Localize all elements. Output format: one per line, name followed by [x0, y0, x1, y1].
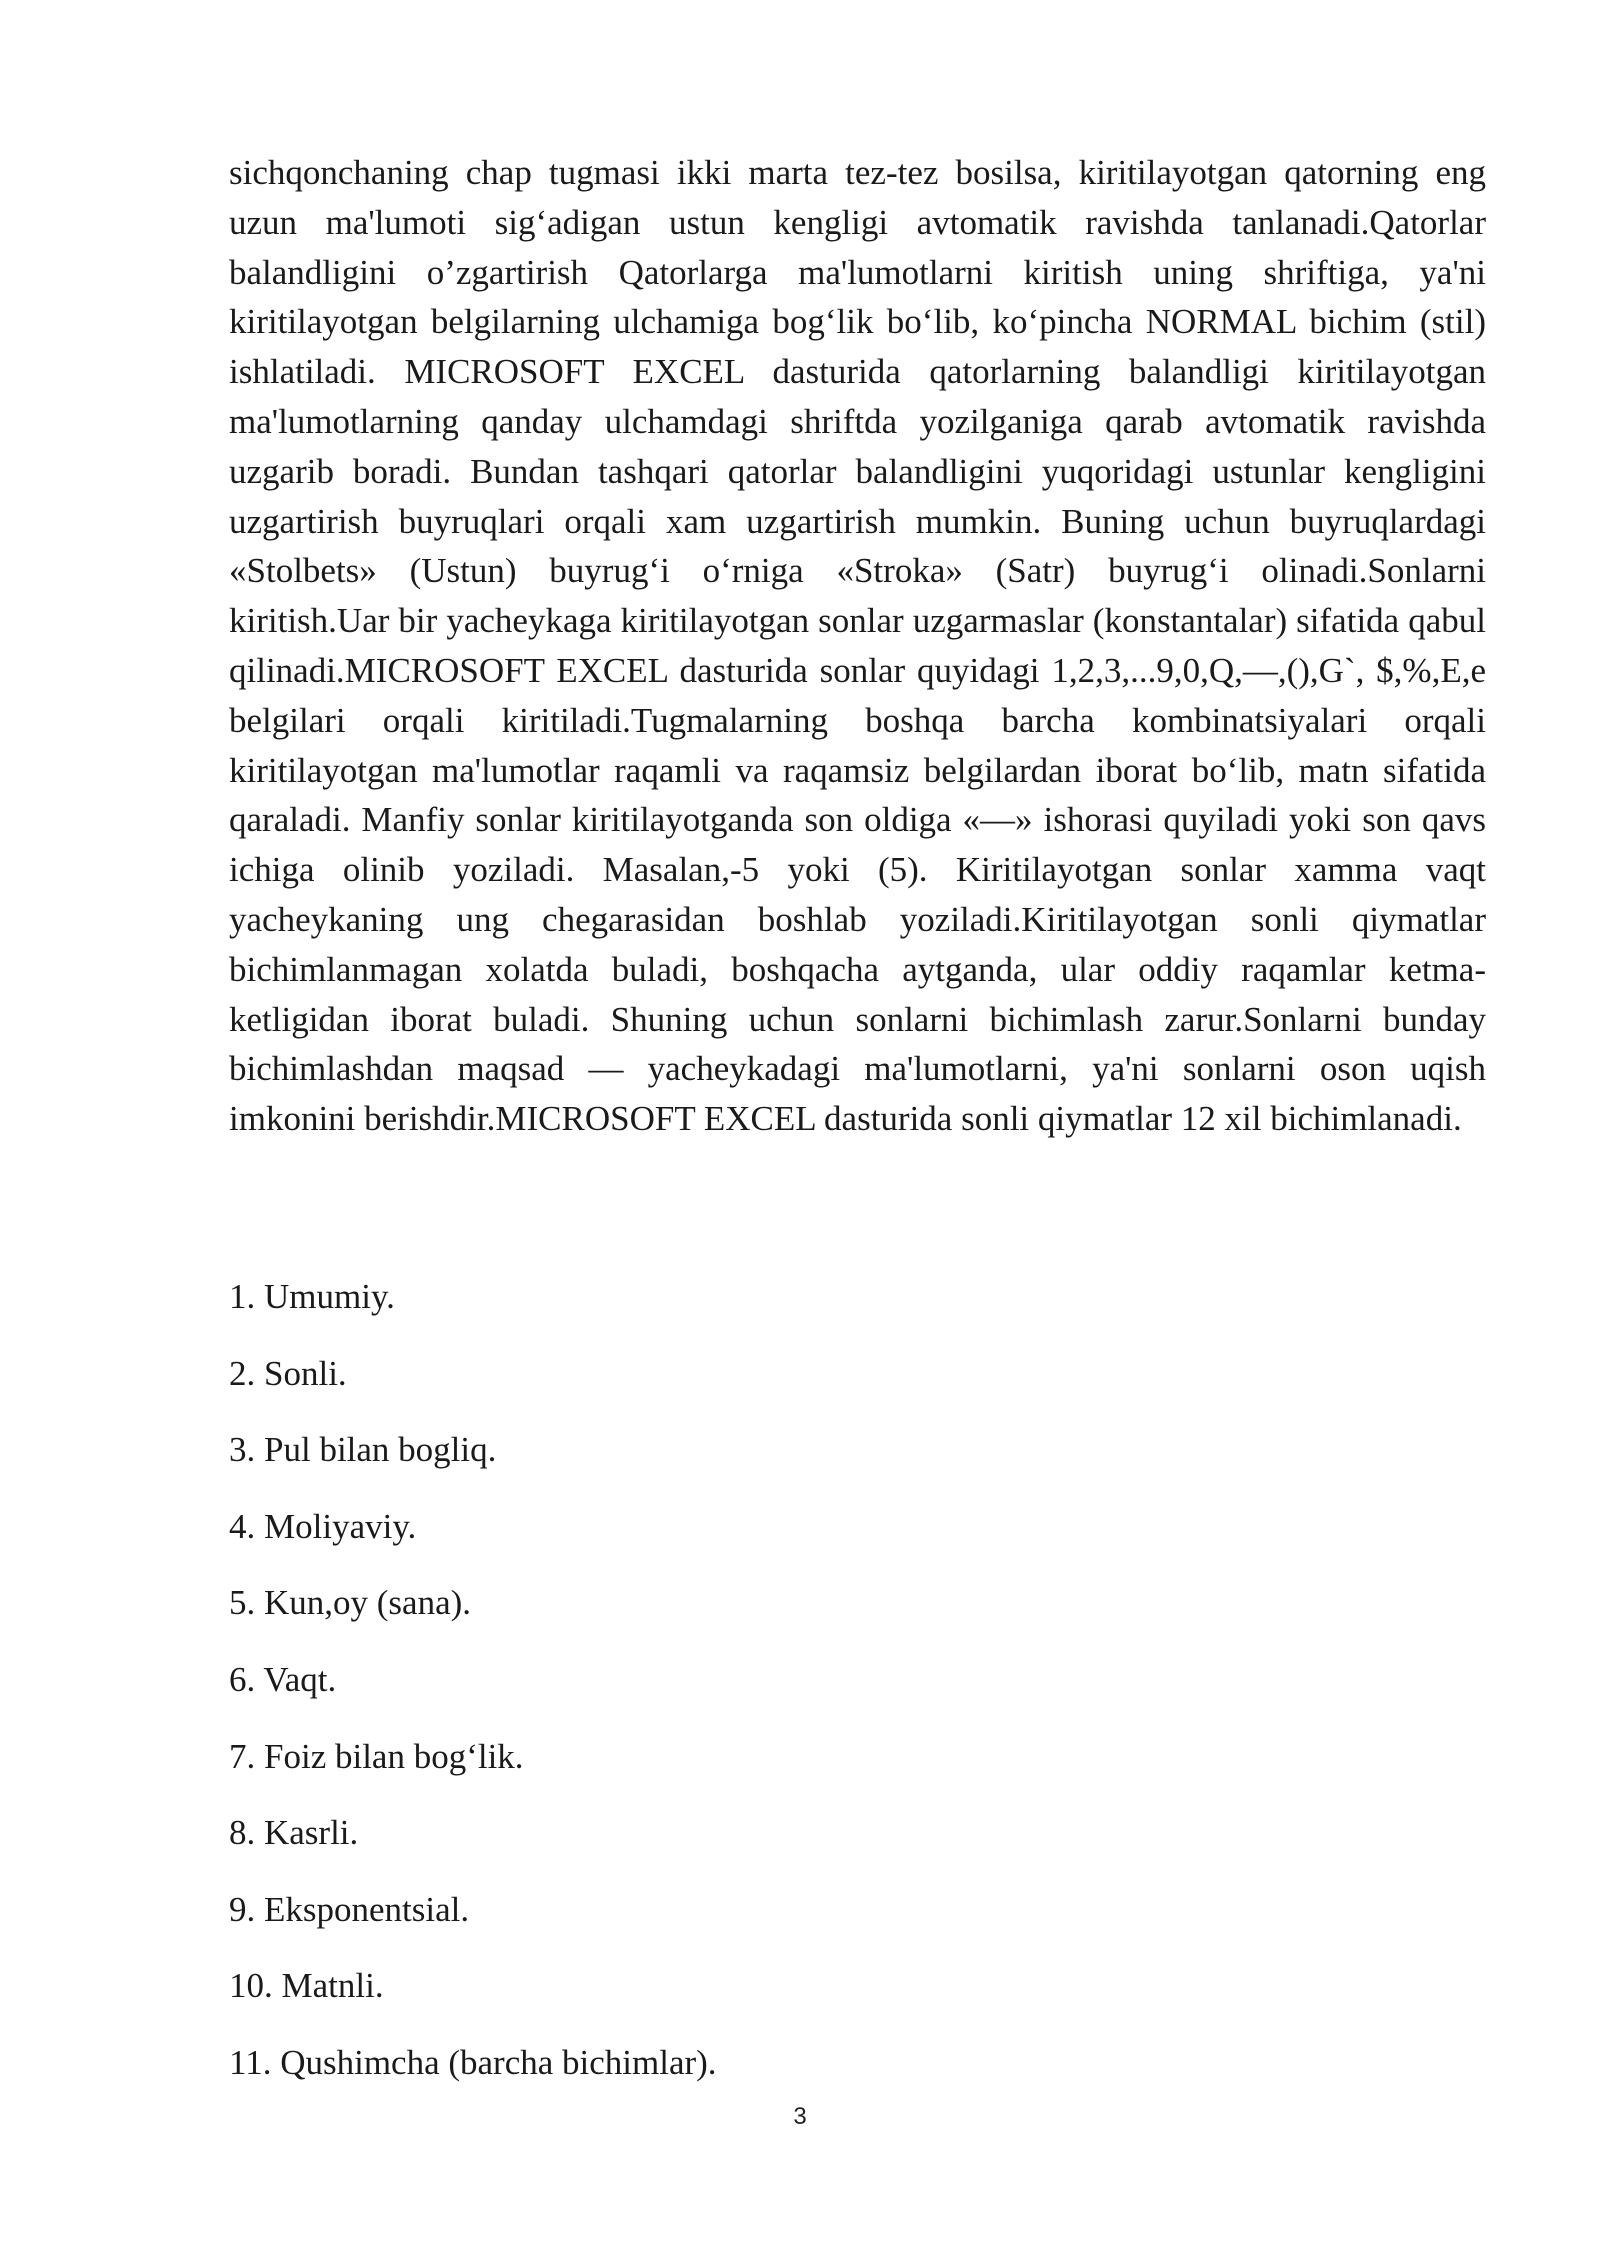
list-item: 10. Matnli.: [229, 1966, 384, 2006]
list-item: 3. Pul bilan bogliq.: [229, 1430, 497, 1470]
list-item: 9. Eksponentsial.: [229, 1889, 470, 1929]
page-number: 3: [793, 2103, 807, 2130]
format-list: [229, 1272, 1486, 2115]
body-paragraph: sichqonchaning chap tugmasi ikki marta tez-tez bosilsa, kiritilayotgan qatorning eng uzun ma'lumoti sig‘adigan ustun kengligi avtomatik ravishda tanlanadi.Qatorlar balandligini o’zgartirish Qatorlarga ma'lumotlarni kiritish uning shriftiga, ya'ni kiritilayotgan belgilarning ulchamiga bog‘lik bo‘lib, ko‘pincha NORMAL bichim (stil) ishlatiladi. MICROSOFT EXCEL dasturida qatorlarning balandligi kiritilayotgan ma'lumotlarning qanday ulchamdagi shriftda yozilganiga qarab avtomatik ravishda uzgarib boradi. Bundan tashqari qatorlar balandligini yuqoridagi ustunlar kengligini uzgartirish buyruqlari orqali xam uzgartirish mumkin. Buning uchun buyruqlardagi «Stolbets» (Ustun) buyrug‘i o‘rniga «Stroka» (Satr) buyrug‘i olinadi.Sonlarni kiritish.Uar bir yacheykaga kiritilayotgan sonlar uzgarmaslar (konstantalar) sifatida qabul qilinadi.MICROSOFT EXCEL dasturida sonlar quyidagi 1,2,3,...9,0,Q,—,(),G`, $,%,E,e belgilari orqali kiritiladi.Tugmalarning boshqa barcha kombinatsiyalari orqali kiritilayotgan ma'lumotlar raqamli va raqamsiz belgilardan iborat bo‘lib, matn sifatida qaraladi. Manfiy sonlar kiritilayotganda son oldiga «—» ishorasi quyiladi yoki son qavs ichiga olinib yoziladi. Masalan,-5 yoki (5). Kiritilayotgan sonlar xamma vaqt yacheykaning ung chegarasidan boshlab yoziladi.Kiritilayotgan sonli qiymatlar bichimlanmagan xolatda buladi, boshqacha aytganda, ular oddiy raqamlar ketma-ketligidan iborat buladi. Shuning uchun sonlarni bichimlash zarur.Sonlarni bunday bichimlashdan maqsad — yacheykadagi ma'lumotlarni, ya'ni sonlarni oson uqish imkonini berishdir.MICROSOFT EXCEL dasturida sonli qiymatlar 12 xil bichimlanadi.: [229, 153, 1486, 1139]
list-item: 1. Umumiy.: [229, 1277, 395, 1316]
list-item: 4. Moliyaviy.: [229, 1506, 417, 1546]
list-item: 2. Sonli.: [229, 1353, 347, 1393]
list-item: 5. Kun,oy (sana).: [229, 1583, 472, 1623]
list-item: 7. Foiz bilan bog‘lik.: [229, 1736, 524, 1776]
list-item: 8. Kasrli.: [229, 1813, 359, 1853]
list-item: 11. Qushimcha (barcha bichimlar).: [229, 2042, 717, 2082]
list-item: 6. Vaqt.: [229, 1659, 337, 1699]
